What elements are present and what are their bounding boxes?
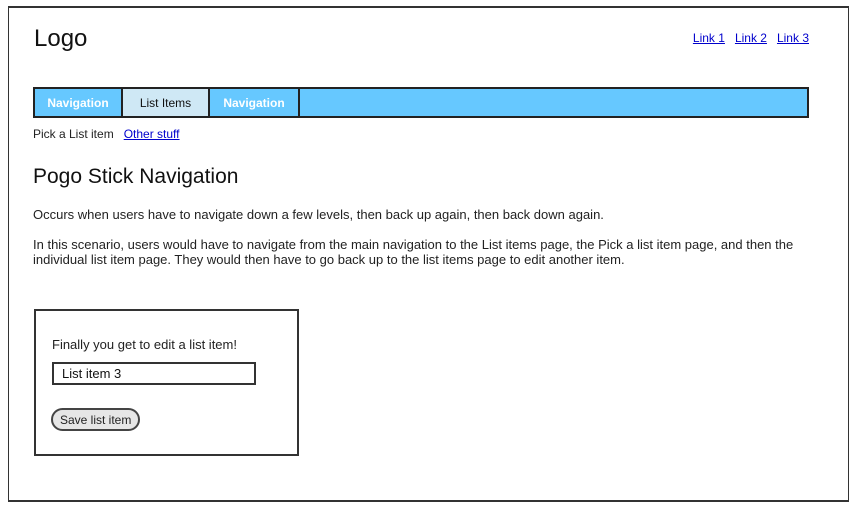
edit-list-item-panel xyxy=(34,309,299,456)
header-links xyxy=(683,31,809,45)
header-link-2[interactable]: Link 2 xyxy=(734,31,767,45)
main-navigation-bar xyxy=(33,87,809,118)
page-title: Pogo Stick Navigation xyxy=(33,165,239,188)
logo: Logo xyxy=(34,25,88,52)
save-list-item-button[interactable]: Save list item xyxy=(51,408,140,431)
header-link-1[interactable]: Link 1 xyxy=(692,31,725,45)
subnav-other-stuff-link[interactable]: Other stuff xyxy=(123,127,180,141)
header-link-3[interactable]: Link 3 xyxy=(776,31,809,45)
nav-tab-navigation-1[interactable]: Navigation xyxy=(35,89,123,116)
sub-navigation xyxy=(33,127,180,141)
scenario-paragraph: In this scenario, users would have to navigate from the main navigation to the List items page, the Pick a list item page, and then the individual list item page. They would then have to go back up to the list items page to edit another item. xyxy=(33,237,794,267)
nav-tab-navigation-2[interactable]: Navigation xyxy=(210,89,300,116)
nav-tab-list-items[interactable]: List Items xyxy=(123,89,210,116)
subnav-current-item: Pick a List item xyxy=(33,127,114,141)
description-paragraph: Occurs when users have to navigate down a few levels, then back up again, then back down again. xyxy=(33,207,604,222)
list-item-name-input[interactable] xyxy=(52,362,256,385)
edit-panel-label: Finally you get to edit a list item! xyxy=(52,337,237,352)
